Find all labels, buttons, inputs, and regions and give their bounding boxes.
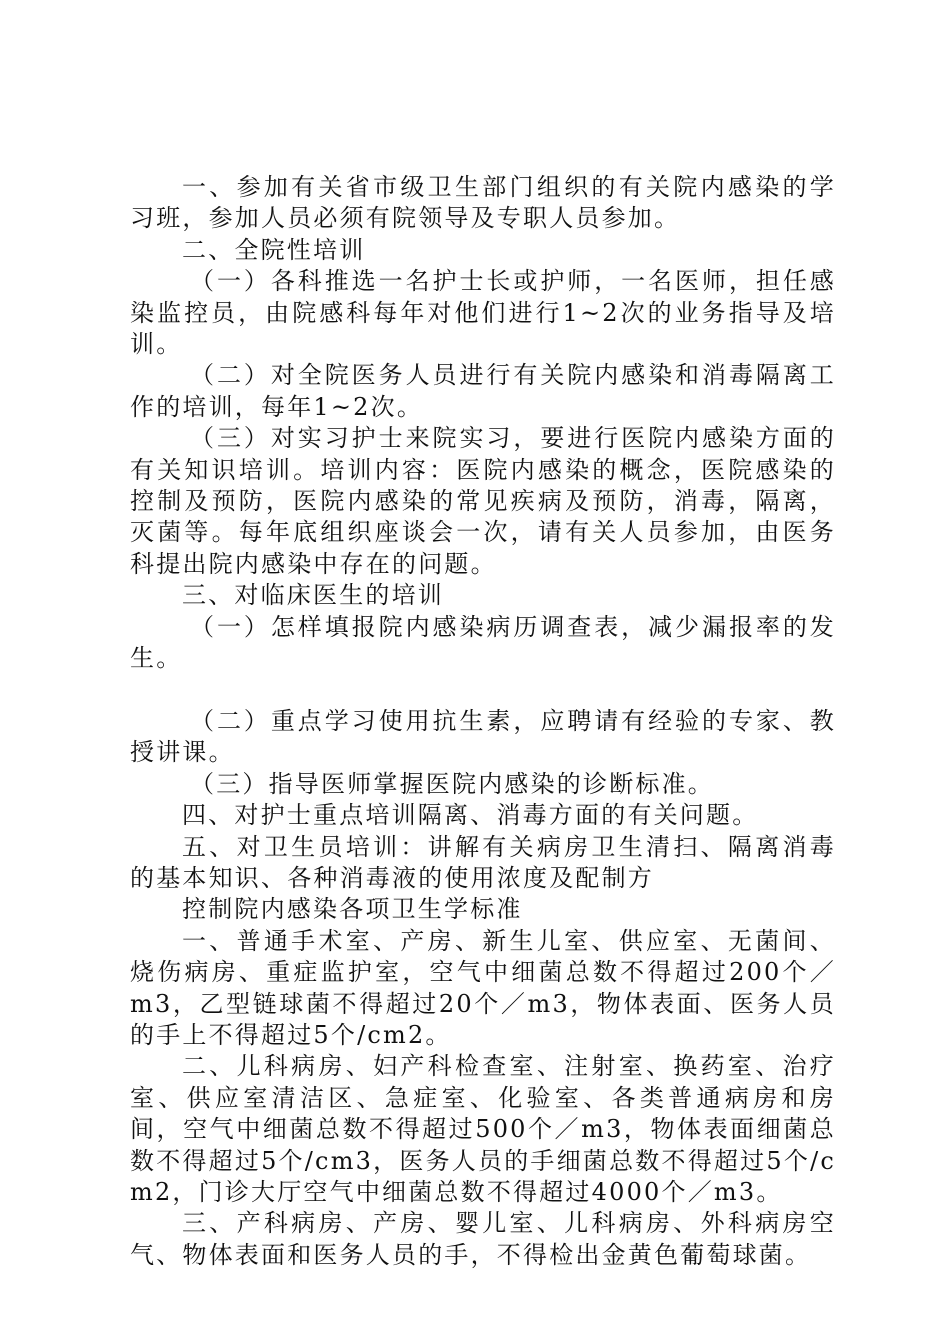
paragraph-standard-two: 二、儿科病房、妇产科检查室、注射室、换药室、治疗室、供应室清洁区、急症室、化验室、各类普通病房和房间，空气中细菌总数不得超过500个／m3，物体表面细菌总数不得超过5个/cm3，医务人员的手细菌总数不得超过5个/cm2，门诊大厅空气中细菌总数不得超过4000个／m3。	[130, 1052, 836, 1206]
paragraph-staff-training: （二）对全院医务人员进行有关院内感染和消毒隔离工作的培训，每年1~2次。	[130, 361, 836, 421]
heading-doctor-training: 三、对临床医生的培训	[182, 581, 444, 610]
paragraph-study-class: 一、参加有关省市级卫生部门组织的有关院内感染的学习班，参加人员必须有院领导及专职人员参加。	[130, 173, 836, 233]
paragraph-report-form: （一）怎样填报院内感染病历调查表，减少漏报率的发生。	[130, 612, 836, 673]
paragraph-intern-training: （三）对实习护士来院实习，要进行医院内感染方面的有关知识培训。培训内容：医院内感染的概念，医院感染的控制及预防，医院内感染的常见疾病及预防，消毒，隔离，灭菌等。每年底组织座谈会一次，请有关人员参加，由医务科提出院内感染中存在的问题。	[130, 424, 836, 578]
paragraph-diagnosis-standard: （三）指导医师掌握医院内感染的诊断标准。	[190, 769, 714, 798]
blank-line	[130, 675, 836, 706]
paragraph-infection-monitor: （一）各科推选一名护士长或护师，一名医师，担任感染监控员，由院感科每年对他们进行1~2次的业务指导及培训。	[130, 267, 836, 359]
document-body	[130, 172, 836, 1271]
paragraph-antibiotics: （二）重点学习使用抗生素，应聘请有经验的专家、教授讲课。	[130, 706, 836, 767]
paragraph-sanitation-training: 五、对卫生员培训：讲解有关病房卫生清扫、隔离消毒的基本知识、各种消毒液的使用浓度及配制方	[130, 832, 836, 892]
paragraph-standard-three: 三、产科病房、产房、婴儿室、儿科病房、外科病房空气、物体表面和医务人员的手，不得检出金黄色葡萄球菌。	[130, 1209, 836, 1269]
paragraph-nurse-training: 四、对护士重点培训隔离、消毒方面的有关问题。	[182, 801, 759, 830]
heading-hygiene-standards: 控制院内感染各项卫生学标准	[182, 895, 523, 924]
heading-hospital-training: 二、全院性培训	[182, 235, 366, 264]
paragraph-standard-one: 一、普通手术室、产房、新生儿室、供应室、无菌间、烧伤病房、重症监护室，空气中细菌总数不得超过200个／m3，乙型链球菌不得超过20个／m3，物体表面、医务人员的手上不得超过5个/cm2。	[130, 926, 836, 1049]
